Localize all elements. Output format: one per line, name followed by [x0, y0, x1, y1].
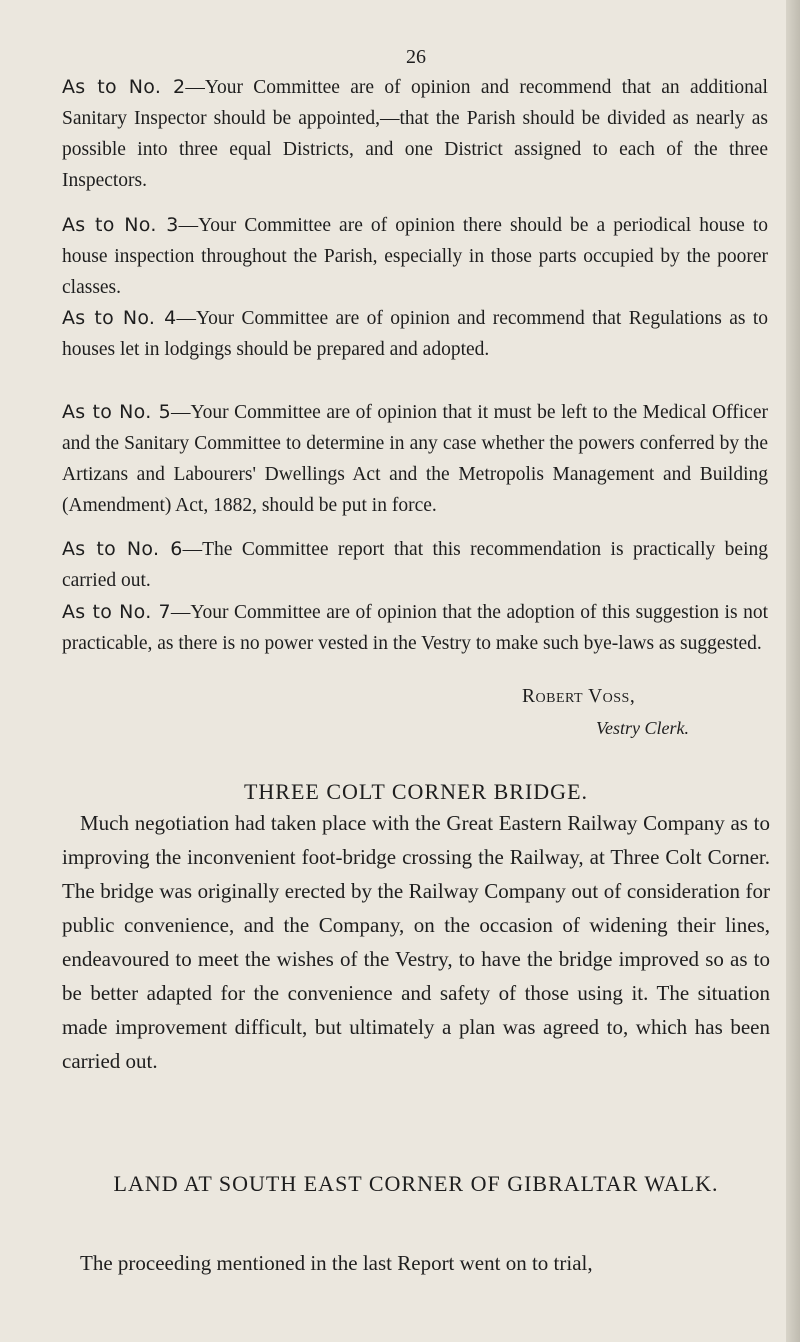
recommendation-7: [62, 597, 768, 659]
recommendation-3: [62, 210, 768, 303]
recommendation-5: [62, 397, 768, 521]
recommendation-heading: As to No. 6: [62, 538, 183, 560]
recommendation-heading: As to No. 2: [62, 76, 186, 98]
recommendation-heading: As to No. 4: [62, 307, 177, 329]
section-body-gibraltar-walk: The proceeding mentioned in the last Report went on to trial,: [80, 1251, 593, 1275]
page-edge: [786, 0, 800, 1342]
recommendation-text: —Your Committee are of opinion and recommend that Regulations as to houses let in lodgings should be prepared and adopted.: [62, 308, 768, 360]
recommendation-4: [62, 303, 768, 365]
recommendation-text: —Your Committee are of opinion that it must be left to the Medical Officer and the Sanitary Committee to determine in any case whether the powers conferred by the Artizans and Labourers' Dwellings Act and the Metropolis Management and Building (Amendment) Act, 1882, should be put in force.: [62, 402, 768, 516]
recommendation-heading: As to No. 3: [62, 214, 179, 236]
recommendation-6: [62, 534, 768, 596]
signature-title: Vestry Clerk.: [596, 718, 689, 738]
recommendation-text: —The Committee report that this recommendation is practically being carried out.: [62, 539, 768, 591]
recommendation-text: —Your Committee are of opinion and recommend that an additional Sanitary Inspector should be appointed,—that the Parish should be divided as nearly as possible into three equal Districts, and one District assigned to each of the three Inspectors.: [62, 77, 768, 191]
recommendation-text: —Your Committee are of opinion there should be a periodical house to house inspection throughout the Parish, especially in those parts occupied by the poorer classes.: [62, 215, 768, 298]
section-title-gibraltar-walk: LAND AT SOUTH EAST CORNER OF GIBRALTAR WALK.: [113, 1171, 719, 1196]
signature-name: Robert Voss,: [522, 686, 636, 707]
recommendation-heading: As to No. 7: [62, 601, 171, 623]
recommendation-2: [62, 72, 768, 196]
page-number: 26: [406, 46, 426, 68]
section-body-three-colt-corner-bridge: Much negotiation had taken place with the Great Eastern Railway Company as to improving the inconvenient foot-bridge crossing the Railway, at Three Colt Corner. The bridge was originally erected by the Railway Company out of consideration for public convenience, and the Company, on the occasion of widening their lines, endeavoured to meet the wishes of the Vestry, to have the bridge improved so as to be better adapted for the convenience and safety of those using it. The situation made improvement difficult, but ultimately a plan was agreed to, which has been carried out.: [62, 811, 770, 1073]
recommendation-text: —Your Committee are of opinion that the adoption of this suggestion is not practicable, as there is no power vested in the Vestry to make such bye-laws as suggested.: [62, 602, 768, 654]
section-title-three-colt-corner-bridge: THREE COLT CORNER BRIDGE.: [243, 779, 589, 804]
recommendation-heading: As to No. 5: [62, 401, 171, 423]
